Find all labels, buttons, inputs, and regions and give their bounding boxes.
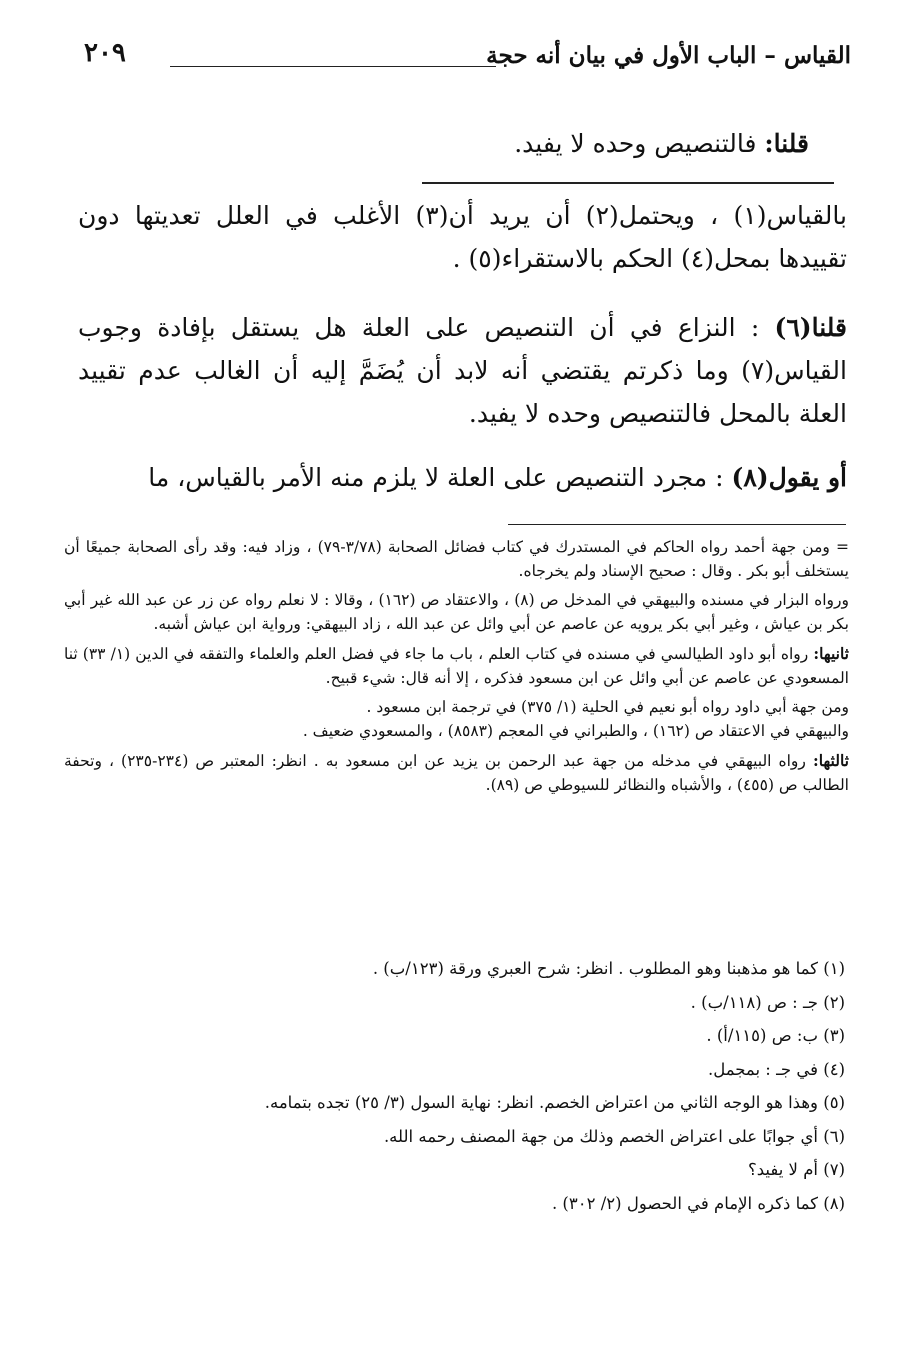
footnote-third	[64, 749, 849, 797]
note-3: (٣) ب: ص (١١٥/أ) .	[706, 1026, 845, 1045]
footnote-second	[64, 642, 849, 690]
note-6: (٦) أي جوابًا على اعتراض الخصم وذلك من جهة المصنف رحمه الله.	[383, 1126, 845, 1146]
note-4: (٤) في جـ : بمجمل.	[707, 1059, 845, 1079]
opening-lead: قلنا:	[764, 129, 809, 158]
paragraph-1	[78, 194, 847, 280]
page-header	[70, 38, 851, 88]
paragraph-3-text: : مجرد التنصيص على العلة لا يلزم منه الأمر بالقياس، ما	[148, 463, 724, 492]
paragraph-1-text: بالقياس(١) ، ويحتمل(٢) أن يريد أن(٣) الأغلب في العلل تعديتها دون تقييدها بمحل(٤) الحكم بالاستقراء(٥) .	[78, 201, 847, 273]
footnote-third-text: رواه البيهقي في مدخله من جهة عبد الرحمن بن يزيد عن ابن مسعود به . انظر: المعتبر ص (٢٣٤-٢٣٥) ، وتحفة الطالب ص (٤٥٥) ، والأشباه والنظائر للسيوطي ص (٨٩).	[64, 752, 849, 794]
footnotes-block	[64, 536, 849, 803]
running-title: القياس – الباب الأول في بيان أنه حجة	[486, 42, 851, 69]
footnote-bayhaqi: والبيهقي في الاعتقاد ص (١٦٢) ، والطبراني في المعجم (٨٥٨٣) ، والمسعودي ضعيف .	[302, 721, 849, 740]
footnote-second-text: رواه أبو داود الطيالسي في مسنده في كتاب العلم ، باب ما جاء في فضل العلم والعلماء والتفقه في الدين (١/ ٣٣) ثنا المسعودي عن عاصم عن أبي وائل عن ابن مسعود فذكره ، إلا أنه قال: شيء قبيح.	[64, 645, 849, 687]
page-number: ٢٠٩	[84, 38, 126, 68]
footnote-abu-nuaym: ومن جهة أبي داود رواه أبو نعيم في الحلية (١/ ٣٧٥) في ترجمة ابن مسعود .	[366, 698, 849, 716]
footnote-bazzar: ورواه البزار في مسنده والبيهقي في المدخل ص (٨) ، والاعتقاد ص (١٦٢) ، وقالا : لا نعلم رواه عن زر عن عبد الله غير أبي بكر بن عياش ، وغير أبي بكر يرويه عن عاصم عن أبي وائل عن عبد الله ، زاد البيهقي: ورواية ابن عياش أشبه.	[64, 591, 850, 633]
paragraph-3	[78, 456, 847, 499]
note-2: (٢) جـ : ص (١١٨/ب) .	[690, 992, 845, 1012]
opening-text: فالتنصيص وحده لا يفيد.	[514, 129, 757, 158]
note-5: (٥) وهذا هو الوجه الثاني من اعتراض الخصم. انظر: نهاية السول (٣/ ٢٥) تجده بتمامه.	[264, 1093, 845, 1112]
note-8: (٨) كما ذكره الإمام في الحصول (٢/ ٣٠٢) .	[551, 1193, 845, 1213]
note-1: (١) كما هو مذهبنا وهو المطلوب . انظر: شرح العبري ورقة (١٢٣/ب) .	[372, 959, 845, 978]
paragraph-3-lead: أو يقول(٨)	[731, 463, 847, 492]
paragraph-2	[78, 306, 847, 435]
numbered-notes	[64, 952, 845, 1220]
footnote-continuation: = ومن جهة أحمد رواه الحاكم في المستدرك في كتاب فضائل الصحابة (٣/٧٨-٧٩) ، وزاد فيه: وقد رأى الصحابة جميعًا أن يستخلف أبو بكر . وقال : صحيح الإسناد ولم يخرجاه.	[64, 538, 849, 580]
header-rule	[170, 66, 496, 67]
section-rule	[422, 182, 834, 184]
footnote-third-lead: ثالثها:	[812, 751, 849, 770]
note-7: (٧) أم لا يفيد؟	[747, 1160, 845, 1179]
footnote-second-lead: ثانيها:	[813, 644, 849, 663]
opening-line	[78, 122, 809, 165]
paragraph-2-lead: قلنا(٦)	[774, 313, 847, 342]
footnote-separator	[508, 524, 846, 525]
paragraph-2-text: : النزاع في أن التنصيص على العلة هل يستقل بإفادة وجوب القياس(٧) وما ذكرتم يقتضي أنه لابد أن يُضَمَّ إليه أن الغالب عدم تقييد العلة بالمحل فالتنصيص وحده لا يفيد.	[78, 313, 847, 428]
